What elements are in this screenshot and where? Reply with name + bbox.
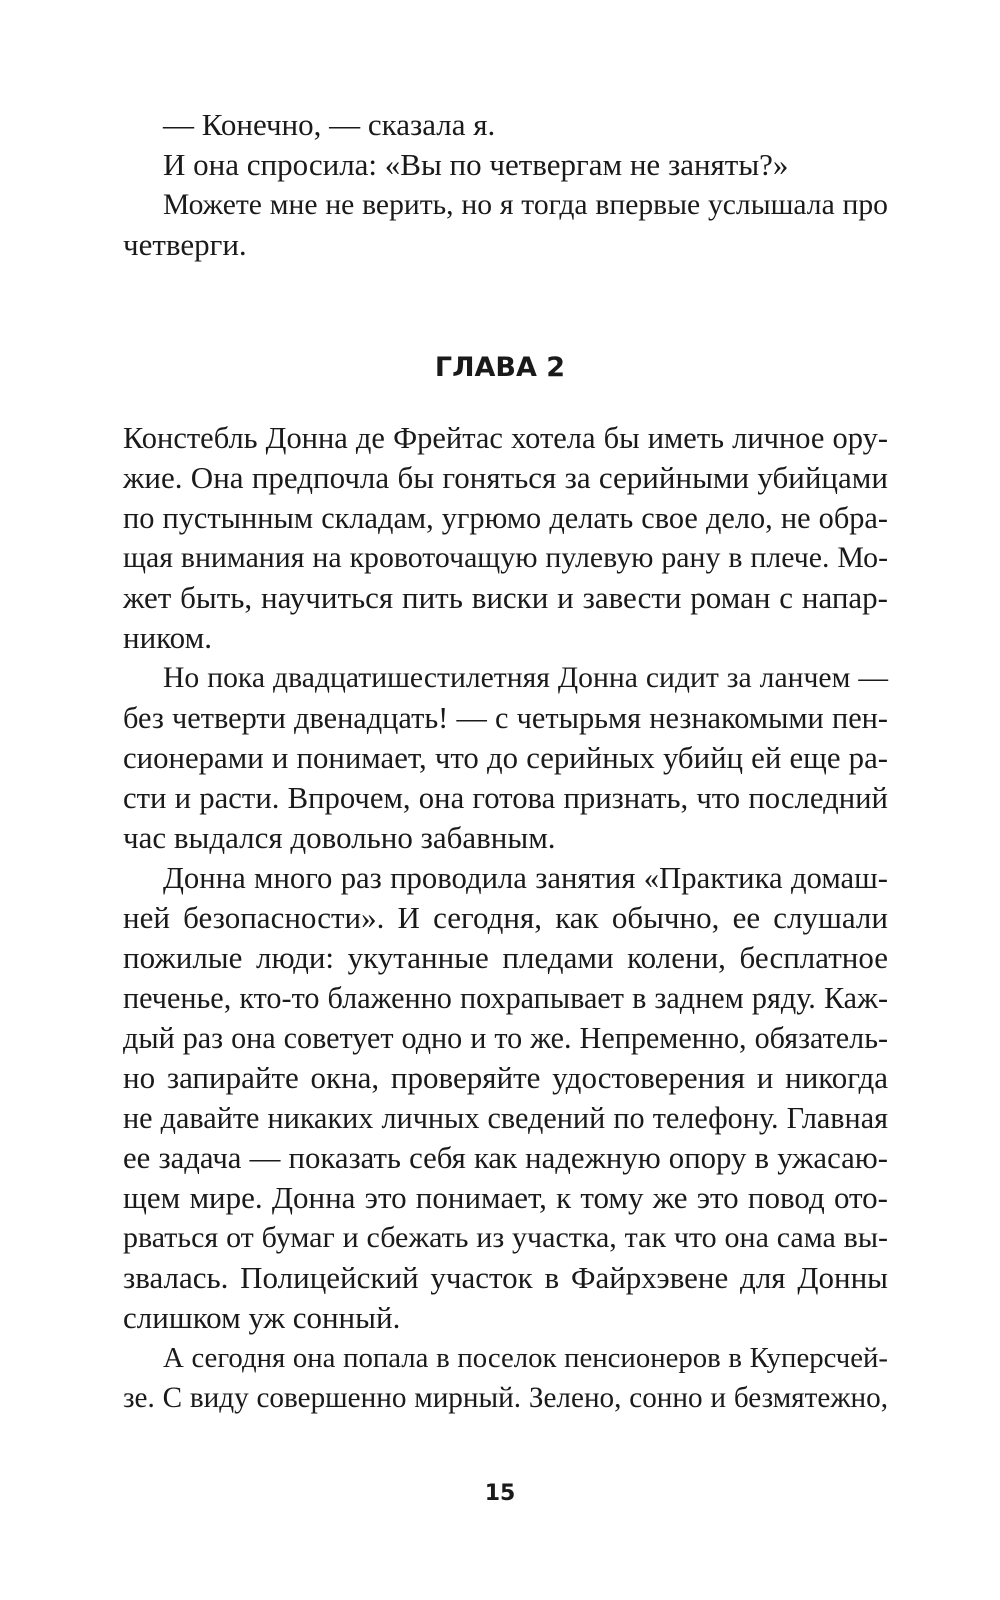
top-section <box>123 105 888 265</box>
text-line: жет быть, научиться пить виски и завести роман с напар- <box>123 580 888 615</box>
text-line: по пустынным складам, угрюмо делать свое дело, не обра- <box>123 501 888 535</box>
text-line: щем мире. Донна это понимает, к тому же это повод ото- <box>123 1180 888 1215</box>
text-line: рваться от бумаг и сбежать из участка, так что она сама вы- <box>123 1221 888 1254</box>
text-line: ее задача — показать себя как надежную опору в ужасаю- <box>123 1141 888 1175</box>
paragraph <box>123 418 888 1418</box>
text-line: без четверти двенадцать! — с четырьмя незнакомыми пен- <box>123 701 888 735</box>
text-line: Но пока двадцатишестилетняя Донна сидит за ланчем — <box>163 662 888 694</box>
page-number: 15 <box>484 1481 516 1506</box>
text-line: дый раз она советует одно и то же. Непременно, обязатель- <box>123 1021 888 1055</box>
text-line: сионерами и понимает, что до серийных убийц ей еще ра- <box>123 741 888 775</box>
text-line: — Конечно, — сказала я. <box>163 107 496 142</box>
text-line: слишком уж сонный. <box>123 1300 401 1335</box>
text-line: И она спросила: «Вы по четвергам не заняты?» <box>163 147 789 182</box>
text-line: звалась. Полицейский участок в Файрхэвене для Донны <box>123 1260 888 1295</box>
text-line: пожилые люди: укутанные пледами колени, бесплатное <box>123 940 888 975</box>
text-line: щая внимания на кровоточащую пулевую рану в плече. Мо- <box>123 541 888 574</box>
text-line: А сегодня она попала в поселок пенсионеров в Куперсчей- <box>163 1342 888 1374</box>
text-line: час выдался довольно забавным. <box>123 820 556 855</box>
text-line: печенье, кто-то блаженно похрапывает в заднем ряду. Каж- <box>123 981 888 1015</box>
text-line: зе. С виду совершенно мирный. Зелено, сонно и безмятежно, <box>123 1382 888 1414</box>
text-line: четверги. <box>123 227 247 262</box>
text-line: сти и расти. Впрочем, она готова признать, что последний <box>123 781 888 815</box>
text-line: жие. Она предпочла бы гоняться за серийными убийцами <box>123 460 888 495</box>
text-line: Констебль Донна де Фрейтас хотела бы иметь личное ору- <box>123 421 888 455</box>
chapter-heading: ГЛАВА 2 <box>434 352 566 383</box>
text-line: ней безопасности». И сегодня, как обычно, ее слушали <box>123 900 888 935</box>
text-line: но запирайте окна, проверяйте удостоверения и никогда <box>123 1060 888 1095</box>
text-line: не давайте никаких личных сведений по телефону. Главная <box>123 1101 888 1135</box>
text-line: Можете мне не верить, но я тогда впервые услышала про <box>163 189 888 221</box>
text-line: ником. <box>123 620 212 655</box>
text-line: Донна много раз проводила занятия «Практика домаш- <box>163 861 888 895</box>
